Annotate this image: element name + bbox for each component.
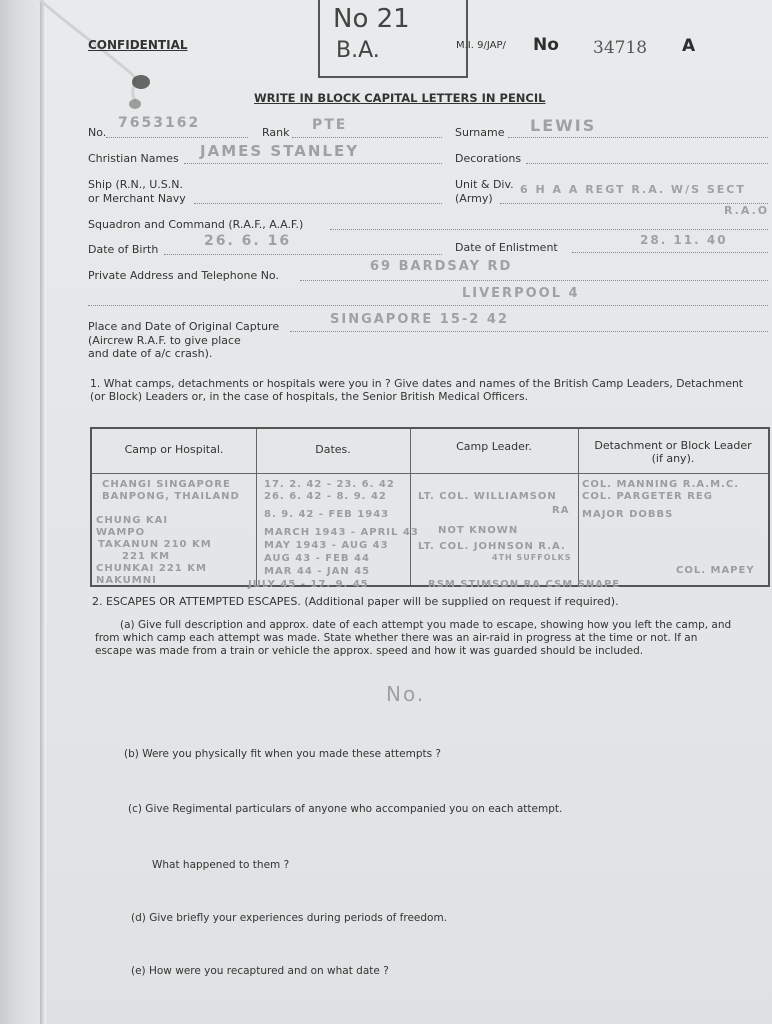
- question-2d: (d) Give briefly your experiences during periods of freedom.: [131, 912, 448, 924]
- christian-names-value: JAMES STANLEY: [200, 142, 360, 160]
- enlistment-label: Date of Enlistment: [455, 241, 558, 254]
- camp-entry: WAMPO: [96, 527, 146, 538]
- date-entry: 8. 9. 42 - FEB 1943: [264, 509, 390, 520]
- stamp-number: No 21: [333, 4, 410, 34]
- dob-label: Date of Birth: [88, 243, 159, 256]
- ship-label-2: or Merchant Navy: [88, 192, 186, 205]
- rank-label: Rank: [262, 126, 290, 139]
- leader-entry: RA: [552, 505, 570, 516]
- squadron-label: Squadron and Command (R.A.F., A.A.F.): [88, 218, 304, 231]
- col-header-dates: Dates.: [315, 443, 351, 456]
- unit-value-2: R.A.O: [724, 204, 770, 217]
- date-entry: MARCH 1943 - APRIL 43: [264, 527, 419, 538]
- unit-label-1: Unit & Div.: [455, 178, 514, 191]
- surname-value: LEWIS: [530, 116, 597, 135]
- date-entry: JULY 45 - 17. 9. 45: [248, 579, 369, 590]
- leader-entry: NOT KNOWN: [438, 525, 519, 536]
- surname-label: Surname: [455, 126, 505, 139]
- unit-value-1: 6 H A A REGT R.A. W/S SECT: [520, 183, 746, 196]
- decorations-label: Decorations: [455, 152, 522, 165]
- enlistment-value: 28. 11. 40: [640, 233, 728, 247]
- form-no-value: 34718: [593, 38, 648, 58]
- date-entry: 17. 2. 42 - 23. 6. 42: [264, 479, 395, 490]
- question-2b: (b) Were you physically fit when you made these attempts ?: [124, 748, 441, 760]
- question-2e: (e) How were you recaptured and on what date ?: [131, 965, 389, 977]
- question-2c: (c) Give Regimental particulars of anyone who accompanied you on each attempt.: [128, 803, 563, 815]
- form-no-label: No: [533, 35, 559, 55]
- confidential-label: CONFIDENTIAL: [88, 38, 188, 52]
- question-2c-followup: What happened to them ?: [152, 859, 290, 871]
- stamp-code: B.A.: [336, 38, 380, 63]
- address-label: Private Address and Telephone No.: [88, 269, 279, 282]
- date-entry: MAR 44 - JAN 45: [264, 566, 371, 577]
- form-suffix: A: [682, 36, 696, 56]
- camp-entry: CHUNKAI 221 KM: [96, 563, 207, 574]
- capture-label-1: Place and Date of Original Capture: [88, 320, 280, 333]
- question-1-text-2: (or Block) Leaders or, in the case of hospitals, the Senior British Medical Officers.: [90, 390, 529, 403]
- camp-entry: 221 KM: [122, 551, 171, 562]
- camp-entry: TAKANUN 210 KM: [98, 539, 212, 550]
- date-entry: MAY 1943 - AUG 43: [264, 540, 389, 551]
- camps-table: [90, 427, 770, 590]
- detachment-entry: COL. MAPEY: [676, 565, 755, 576]
- question-2a-line-1: (a) Give full description and approx. date of each attempt you made to escape, showing how you left the camp, and: [120, 619, 732, 631]
- date-entry: AUG 43 - FEB 44: [264, 553, 370, 564]
- capture-label-3: and date of a/c crash).: [88, 347, 213, 360]
- detachment-entry: COL. MANNING R.A.M.C.: [582, 479, 739, 490]
- leader-entry: LT. COL. WILLIAMSON: [418, 491, 557, 502]
- camp-entry: BANPONG, THAILAND: [102, 491, 240, 502]
- detachment-entry: COL. PARGETER REG: [582, 491, 713, 502]
- address-value-1: 69 BARDSAY RD: [370, 259, 513, 274]
- instruction-heading: WRITE IN BLOCK CAPITAL LETTERS IN PENCIL: [254, 91, 546, 105]
- col-header-camp-leader: Camp Leader.: [456, 440, 532, 453]
- question-2a-answer: No.: [386, 682, 426, 706]
- dob-value: 26. 6. 16: [204, 233, 292, 249]
- col-header-detachment-leader: Detachment or Block Leader (if any).: [594, 439, 752, 465]
- camp-entry: NAKUMNI: [96, 575, 157, 586]
- leader-entry: RSM STIMSON RA CSM SNAPE: [428, 579, 621, 590]
- question-2a-line-3: escape was made from a train or vehicle the approx. speed and how it was guarded should be included.: [95, 645, 644, 657]
- tag-string: [38, 0, 168, 120]
- rank-value: PTE: [312, 117, 348, 133]
- ship-label-1: Ship (R.N., U.S.N.: [88, 178, 183, 191]
- camp-entry: CHANGI SINGAPORE: [102, 479, 231, 490]
- leader-entry: 4TH SUFFOLKS: [492, 553, 572, 562]
- christian-names-label: Christian Names: [88, 152, 179, 165]
- leader-entry: LT. COL. JOHNSON R.A.: [418, 541, 566, 552]
- col-header-camp: Camp or Hospital.: [124, 443, 224, 456]
- ref-code: M.I. 9/JAP/: [456, 40, 506, 51]
- no-label: No.: [88, 126, 107, 139]
- address-value-2: LIVERPOOL 4: [462, 286, 580, 301]
- date-entry: 26. 6. 42 - 8. 9. 42: [264, 491, 387, 502]
- no-value: 7653162: [118, 115, 201, 131]
- unit-label-2: (Army): [455, 192, 493, 205]
- detachment-entry: MAJOR DOBBS: [582, 509, 674, 520]
- question-2-title: 2. ESCAPES OR ATTEMPTED ESCAPES. (Additional paper will be supplied on request if required).: [92, 595, 619, 608]
- capture-value: SINGAPORE 15-2 42: [330, 312, 509, 327]
- question-2a-line-2: from which camp each attempt was made. State whether there was an air-raid in progress at the time or not. If an: [95, 632, 698, 644]
- camp-entry: CHUNG KAI: [96, 515, 169, 526]
- capture-label-2: (Aircrew R.A.F. to give place: [88, 334, 241, 347]
- question-1-text: 1. What camps, detachments or hospitals were you in ? Give dates and names of the British Camp Leaders, Detachment: [90, 377, 744, 390]
